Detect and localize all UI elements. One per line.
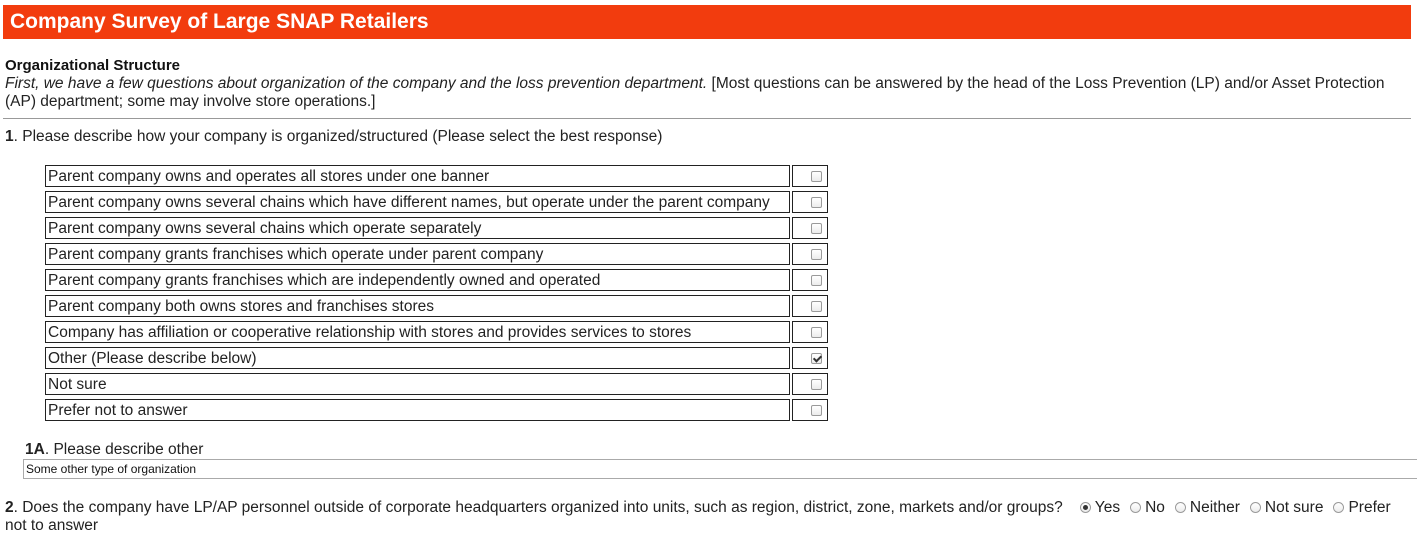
option-label: Other (Please describe below) <box>45 347 790 369</box>
radio-label: Prefer not to answer <box>5 499 1391 534</box>
option-checkbox[interactable] <box>811 405 822 416</box>
option-label: Parent company grants franchises which operate under parent company <box>45 243 790 265</box>
question-1a-number: 1A <box>25 441 45 458</box>
radio-neither[interactable] <box>1175 502 1186 513</box>
option-checkbox-cell <box>792 321 828 343</box>
section-divider <box>3 118 1411 119</box>
intro-plain-text: [Most questions can be answered by the head of the Loss Prevention (LP) and/or Asset Protection (AP) department; some may involve store operations.] <box>5 75 1385 110</box>
option-checkbox-cell <box>792 295 828 317</box>
section-intro <box>5 75 1405 111</box>
option-checkbox[interactable] <box>811 223 822 234</box>
option-checkbox-cell <box>792 165 828 187</box>
option-row <box>45 243 828 265</box>
option-checkbox-cell <box>792 399 828 421</box>
option-checkbox[interactable] <box>811 249 822 260</box>
option-label: Company has affiliation or cooperative relationship with stores and provides services to stores <box>45 321 790 343</box>
question-2-number: 2 <box>5 499 14 516</box>
option-checkbox-cell <box>792 191 828 213</box>
question-1 <box>5 128 662 146</box>
radio-no[interactable] <box>1130 502 1141 513</box>
describe-other-input[interactable] <box>23 459 1417 479</box>
option-label: Not sure <box>45 373 790 395</box>
radio-prefer-not-to-answer[interactable] <box>1333 502 1344 513</box>
option-checkbox[interactable] <box>811 275 822 286</box>
option-row <box>45 217 828 239</box>
option-checkbox[interactable] <box>811 301 822 312</box>
option-row <box>45 191 828 213</box>
survey-header-banner <box>3 5 1411 39</box>
option-checkbox[interactable] <box>811 379 822 390</box>
option-row <box>45 321 828 343</box>
option-label: Parent company both owns stores and franchises stores <box>45 295 790 317</box>
question-1a <box>25 441 203 459</box>
option-row <box>45 295 828 317</box>
radio-not-sure[interactable] <box>1250 502 1261 513</box>
option-label: Parent company grants franchises which are independently owned and operated <box>45 269 790 291</box>
radio-label: No <box>1145 499 1165 516</box>
question-1-options <box>45 165 828 425</box>
option-label: Prefer not to answer <box>45 399 790 421</box>
option-row <box>45 347 828 369</box>
option-checkbox-cell <box>792 243 828 265</box>
option-row <box>45 399 828 421</box>
option-checkbox-cell <box>792 269 828 291</box>
option-checkbox-cell <box>792 347 828 369</box>
survey-title: Company Survey of Large SNAP Retailers <box>10 10 429 33</box>
section-heading: Organizational Structure <box>5 57 181 74</box>
option-checkbox[interactable] <box>811 171 822 182</box>
option-row <box>45 165 828 187</box>
radio-label: Yes <box>1094 499 1121 516</box>
option-row <box>45 373 828 395</box>
option-label: Parent company owns several chains which have different names, but operate under the parent company <box>45 191 790 213</box>
option-label: Parent company owns several chains which operate separately <box>45 217 790 239</box>
option-checkbox[interactable] <box>811 327 822 338</box>
option-row <box>45 269 828 291</box>
question-2-text: . Does the company have LP/AP personnel outside of corporate headquarters organized into units, such as region, district, zone, markets and/or groups? <box>13 499 1063 516</box>
option-checkbox-cell <box>792 217 828 239</box>
radio-label: Neither <box>1189 499 1240 516</box>
radio-label: Not sure <box>1264 499 1324 516</box>
option-label: Parent company owns and operates all stores under one banner <box>45 165 790 187</box>
question-1-number: 1 <box>5 128 14 145</box>
intro-italic-text: First, we have a few questions about organization of the company and the loss prevention department. <box>5 75 708 92</box>
question-1a-text: . Please describe other <box>44 441 204 458</box>
question-1-text: . Please describe how your company is organized/structured (Please select the best response) <box>13 128 663 145</box>
option-checkbox[interactable] <box>811 197 822 208</box>
question-2 <box>5 499 1410 535</box>
option-checkbox-cell <box>792 373 828 395</box>
option-checkbox[interactable] <box>811 353 822 364</box>
radio-yes[interactable] <box>1080 502 1091 513</box>
